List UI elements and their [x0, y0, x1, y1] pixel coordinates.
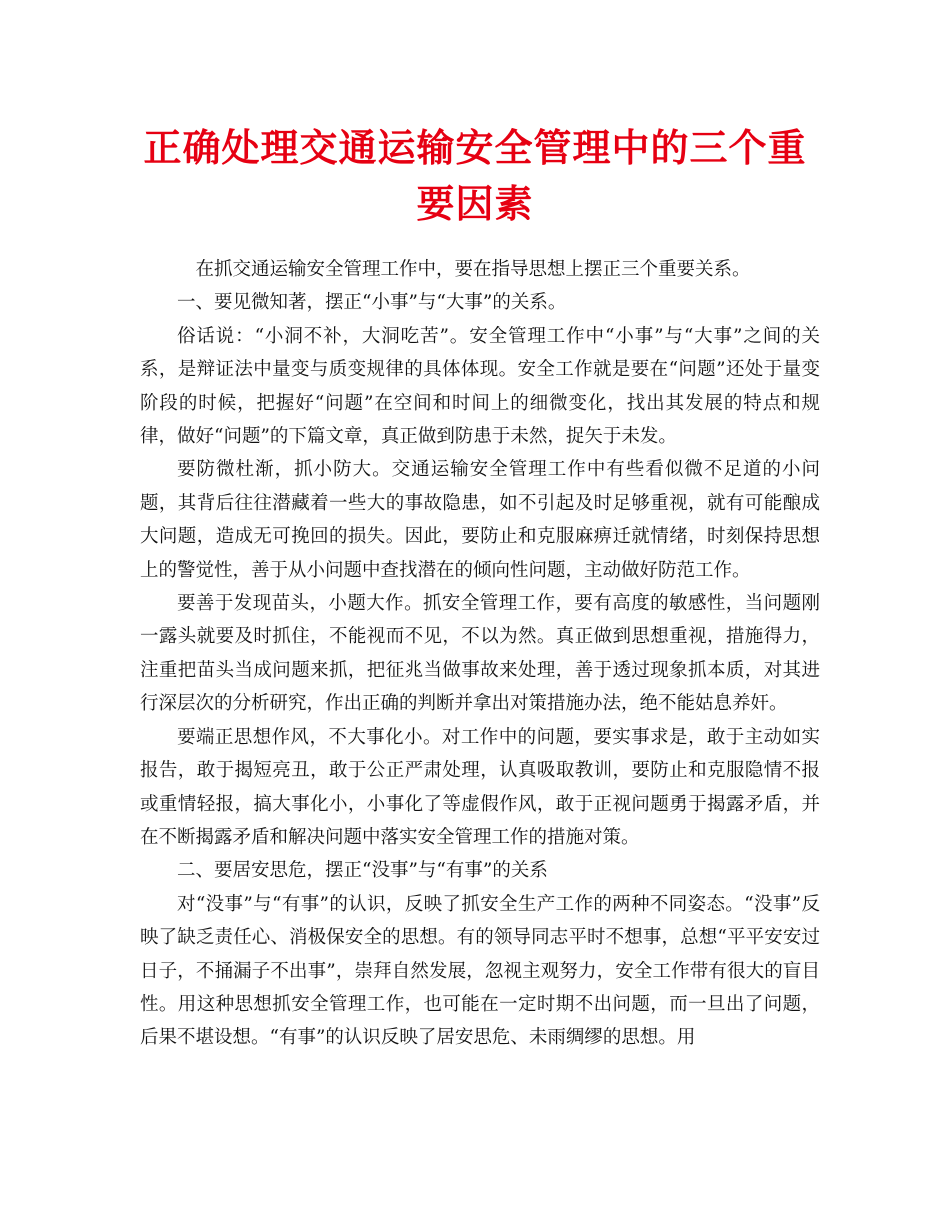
- section-heading-1: 一、要见微知著，摆正“小事”与“大事”的关系。: [177, 292, 567, 314]
- body-paragraph: 要防微杜渐，抓小防大。交通运输安全管理工作中有些看似微不足道的小问题，其背后往往潜藏着一些大的事故隐患，如不引起及时足够重视，就有可能酿成大问题，造成无可挽回的损失。因此，要防止和克服麻痹迁就情绪，时刻保持思想上的警觉性，善于从小问题中查找潜在的倾向性问题，主动做好防范工作。: [140, 459, 820, 581]
- body-paragraph: 对“没事”与“有事”的认识，反映了抓安全生产工作的两种不同姿态。“没事”反映了缺乏责任心、消极保安全的思想。有的领导同志平时不想事，总想“平平安安过日子，不捅漏子不出事”，崇拜自然发展，忽视主观努力，安全工作带有很大的盲目性。用这种思想抓安全管理工作，也可能在一定时期不出问题，而一旦出了问题，后果不堪设想。“有事”的认识反映了居安思危、未雨绸缪的思想。用: [140, 893, 820, 1049]
- section-heading-2: 二、要居安思危，摆正“没事”与“有事”的关系: [177, 860, 548, 882]
- body-paragraph: 要善于发现苗头，小题大作。抓安全管理工作，要有高度的敏感性，当问题刚一露头就要及时抓住，不能视而不见，不以为然。真正做到思想重视，措施得力，注重把苗头当成问题来抓，把征兆当做事故来处理，善于透过现象抓本质，对其进行深层次的分析研究，作出正确的判断并拿出对策措施办法，绝不能姑息养奸。: [140, 593, 820, 715]
- intro-paragraph: 在抓交通运输安全管理工作中，要在指导思想上摆正三个重要关系。: [195, 259, 751, 280]
- body-paragraph: 要端正思想作风，不大事化小。对工作中的问题，要实事求是，敢于主动如实报告，敢于揭短亮丑，敢于公正严肃处理，认真吸取教训，要防止和克服隐情不报或重情轻报，搞大事化小，小事化了等虚假作风，敢于正视问题勇于揭露矛盾，并在不断揭露矛盾和解决问题中落实安全管理工作的措施对策。: [140, 726, 820, 848]
- body-paragraph: 俗话说：“小洞不补，大洞吃苦”。安全管理工作中“小事”与“大事”之间的关系，是辩证法中量变与质变规律的具体体现。安全工作就是要在“问题”还处于量变阶段的时候，把握好“问题”在空间和时间上的细微变化，找出其发展的特点和规律，做好“问题”的下篇文章，真正做到防患于未然，捉矢于未发。: [140, 325, 820, 448]
- document-title: 正确处理交通运输安全管理中的三个重要因素: [143, 125, 807, 226]
- document-body: [140, 253, 820, 1055]
